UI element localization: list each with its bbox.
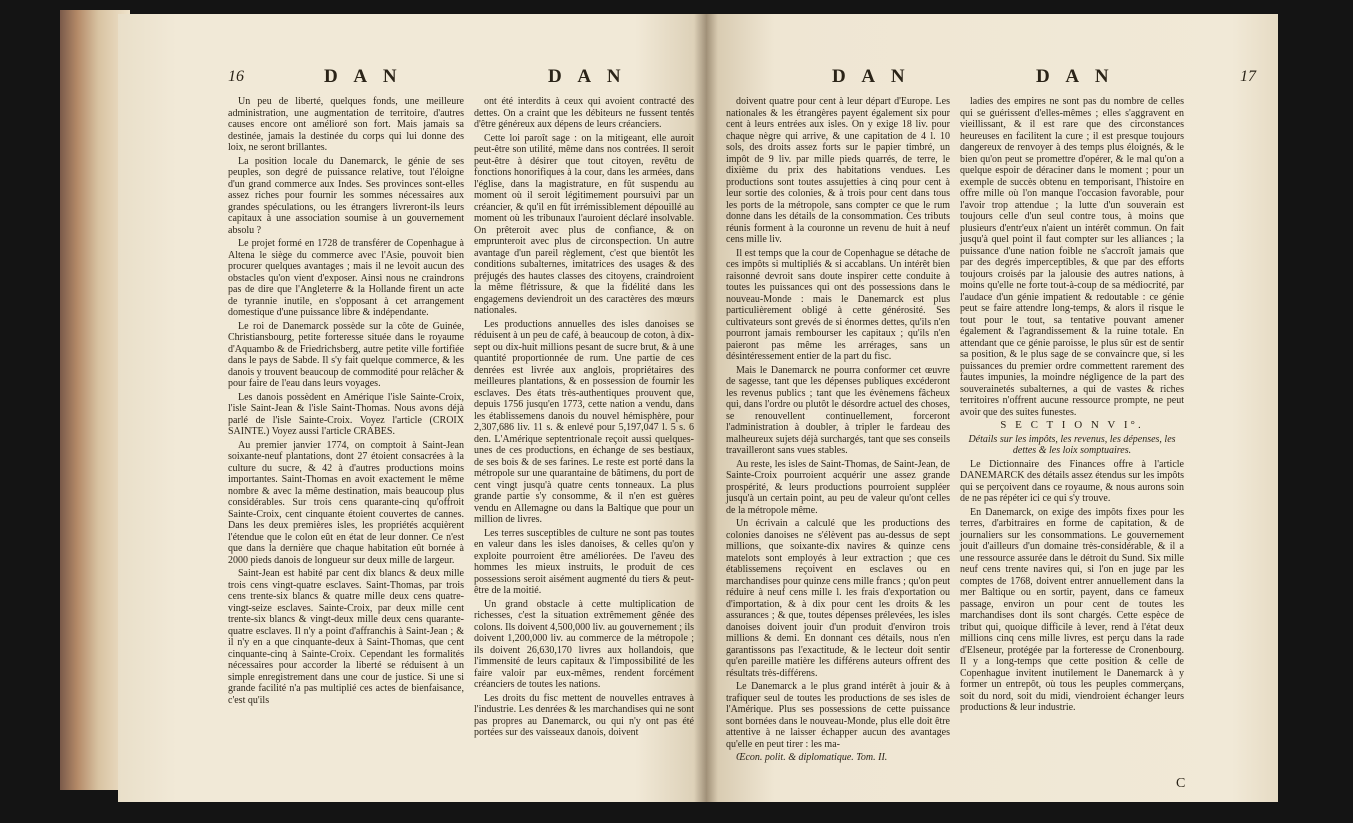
section-subtitle: Détails sur les impôts, les revenus, les dépenses, les dettes & les loix somptuaires. xyxy=(968,433,1176,456)
paragraph: Un grand obstacle à cette multiplication de richesses, c'est la situation extrêmement gênée des colons. Ils doivent 4,500,000 liv. au gouvernement ; ils doivent 1,200,000 liv. au commerce de la métropole ; ils doivent 26,630,170 livres aux hollandois, que l'immensité de leurs capitaux & l'impossibilité de les faire valoir par eux-mêmes, rendent forcément créanciers de toutes les nations. xyxy=(474,598,694,690)
paragraph: Au premier janvier 1774, on comptoit à Saint-Jean soixante-neuf plantations, dont 27 étoient consacrées à la culture du sucre, & 42 à d'autres productions moins importantes. Saint-Thomas en avoit exactement le même nombre & avec la même destination, mais beaucoup plus considérables. Sur trois cens quarante-cinq qu'offroit Sainte-Croix, cent cinquante étoient couvertes de cannes. Dans les deux premières isles, les propriétés acquièrent l'étendue que le colon eût en état de leur donner. Ce n'est que dans la dernière que chaque habitation eût bornée à 2000 pieds danois de longueur sur deux mille de largeur. xyxy=(228,439,464,566)
paragraph: Au reste, les isles de Saint-Thomas, de Saint-Jean, de Sainte-Croix pourroient acquérir une assez grande prospérité, & leurs productions pourroient suppléer jusqu'à un certain point, au peu de valeur qu'ont celles de la métropole même. xyxy=(726,458,950,516)
running-head-left: D A N xyxy=(324,66,403,87)
running-head-right: D A N xyxy=(548,66,627,87)
section-title: S E C T I O N V I°. xyxy=(1000,419,1144,431)
paragraph: Les droits du fisc mettent de nouvelles entraves à l'industrie. Les denrées & les marchandises qui ne sont pas propres au Danemarck, ou qui n'y ont pas été portées sur des vaisseaux danois, doivent xyxy=(474,692,694,738)
paragraph: Un peu de liberté, quelques fonds, une meilleure administration, une augmentation de territoire, d'autres causes encore ont amélioré son fort. Mais jamais sa destinée, jamais la destinée du corps qui lui donne des loix, ne seront brillantes. xyxy=(228,96,464,153)
book-gutter xyxy=(694,14,718,802)
footer-title: Œcon. polit. & diplomatique. Tom. II. xyxy=(736,752,888,763)
text-column-right xyxy=(960,96,1184,716)
paragraph: Les productions annuelles des isles danoises se réduisent à un peu de café, à beaucoup de coton, à dix-sept ou dix-huit millions pesant de sucre brut, & à une quantité proportionnée de rum. Une partie de ces denrées est livrée aux anglois, propriétaires des meilleures plantations, & en possession de fournir les esclaves. Des états très-authentiques prouvent que, depuis 1756 jusqu'en 1773, cette nation a vendu, dans les établissemens danois du nouvel hémisphère, pour 2,307,686 liv. 11 s. & enlevé pour 5,197,047 l. 5 s. 6 den. L'Amérique septentrionale reçoit aussi quelques-unes de ces productions, en échange de ses bestiaux, de ses bois & de ses farines. Le reste est porté dans la métropole sur une quarantaine de bâtimens, du port de cent vingt jusqu'à quatre cents tonneaux. La plus grande partie s'y consomme, & il n'en est guères vendu en Allemagne ou dans la Baltique que pour un million de livres. xyxy=(474,318,694,525)
signature-mark: C xyxy=(1176,776,1186,791)
right-page xyxy=(706,14,1278,802)
paragraph: ont été interdits à ceux qui avoient contracté des dettes. On a craint que les débiteurs ne fussent tentés d'être généreux aux dépens de leurs créanciers. xyxy=(474,96,694,130)
paragraph: Les danois possèdent en Amérique l'isle Sainte-Croix, l'isle Saint-Jean & l'isle Saint-Thomas. Nous avons déjà parlé de l'isle Sainte-Croix. Voyez l'article (CROIX SAINTE.) Voyez aussi l'article CRABES. xyxy=(228,391,464,437)
paragraph: Cette loi paroît sage : on la mitigeant, elle auroit peut-être son utilité, même dans nos contrées. Il seroit peut-être à désirer que tout citoyen, revêtu de fonctions honorifiques à la cour, dans les armées, dans l'église, dans la magistrature, en fût suspendu au moment où il seroit légitimement poursuivi par un créancier, & qu'il en fût irrémissiblement dépouillé au moment où les tribunaux l'auroient déclaré insolvable. On prêteroit avec plus de confiance, & on emprunteroit avec plus de circonspection. Un autre avantage d'un pareil règlement, c'est que bientôt les conditions subalternes, imitatrices des usages & des préjugés des hautes classes des citoyens, craindroient la même flétrissure, & que la fidélité dans les engagemens deviendroit un des caractères des mœurs nationales. xyxy=(474,132,694,316)
paragraph: Le roi de Danemarck possède sur la côte de Guinée, Christiansbourg, petite forteresse située dans le royaume d'Aquambo & de Friedrichsberg, autre petite ville fortifiée dans le pays de Sabde. Il s'y fait quelque commerce, & les danois y trouvent beaucoup de commodité pour relâcher & pour faire de l'eau dans leurs voyages. xyxy=(228,320,464,389)
page-number: 16 xyxy=(228,68,244,85)
left-page xyxy=(118,14,706,802)
running-head-left: D A N xyxy=(832,66,911,87)
paragraph: Les terres susceptibles de culture ne sont pas toutes en valeur dans les isles danoises, & celles qu'on y exploite pourroient être améliorées. De l'aveu des hommes les mieux instruits, le produit de ces possessions seroit aisément augmenté du tiers & peut-être de la moitié. xyxy=(474,527,694,596)
paragraph: Mais le Danemarck ne pourra conformer cet œuvre de sagesse, tant que les dépenses publiques excéderont les revenus publics ; tant que les évènemens fâcheux qui, dans l'ordre ou plutôt le désordre actuel des choses, se renouvellent continuellement, forceront l'administration à doubler, à tripler le fardeau des malheureux sujets déjà surchargés, tant que ses conseils travailleront sans vues stables. xyxy=(726,364,950,456)
paragraph: Le Dictionnaire des Finances offre à l'article DANEMARCK des détails assez étendus sur les impôts qui se perçoivent dans ce royaume, & nous aurons soin de ne pas répéter ici ce qui s'y trouve. xyxy=(960,458,1184,504)
page-number: 17 xyxy=(1240,68,1256,85)
text-column-left xyxy=(228,96,464,708)
paragraph: Saint-Jean est habité par cent dix blancs & deux mille trois cens vingt-quatre esclaves. Saint-Thomas, par trois cens trente-six blancs & quatre mille deux cens quatre-vingt-seize esclaves. Sainte-Croix, par deux mille cent trente-six blancs & vingt-deux mille deux cens quarante-quatre esclaves. Il n'y a point d'affranchis à Saint-Jean ; & il n'y en a que cinquante-deux à Saint-Thomas, que cent cinquante-cinq à Sainte-Croix. Cependant les formalités nécessaires pour accorder la liberté se réduisent à un simple enregistrement dans une cour de justice. Si une si grande facilité n'a pas multiplié ces actes de bienfaisance, c'est qu'ils xyxy=(228,568,464,706)
paragraph: ladies des empires ne sont pas du nombre de celles qui se guérissent d'elles-mêmes ; elles s'aggravent en vieillissant, & il est rare que des circonstances heureuses en facilitent la cure ; il est presque toujours dangereux de renvoyer à des temps plus éloignés, & le bien qu'on peut se promettre d'opérer, & le mal qu'on a quelque espoir de déraciner dans le moment ; pour un exemple de succès obtenu en temporisant, l'histoire en offre mille où l'on manque l'occasion favorable, pour l'avoir trop attendue ; la lutte d'un souverain est toujours celle d'un seul contre tous, à moins que plusieurs d'entr'eux n'aient un intérêt commun. On fait jusqu'à quel point il faut compter sur les alliances ; la puissance d'une nation foible ne s'accroît jamais que par des degrés imperceptibles, & que par des efforts toujours croisés par la jalousie des autres nations, à moins qu'elle ne forte tout-à-coup de sa médiocrité, par l'audace d'un génie impatient & redoutable : ce génie peut se faire attendre long-temps, & alors il risque le tout pour le tout, sa tentative pouvant amener également & l'agrandissement & la ruine totale. En attendant que ce génie paroisse, le plus sûr est de sentir sa position, & le plus sage de se convaincre que, si les puissances du premier ordre commettent rarement des fautes impunies, la moindre négligence de la part des souverainetés subalternes, a qui de vastes & riches territoires n'offrent aucune ressource prompte, ne peut avoir que des suites funestes. xyxy=(960,96,1184,418)
paragraph: Le projet formé en 1728 de transférer de Copenhague à Altena le siège du commerce avec l'Asie, pouvoit bien procurer quelques avantages ; mais il ne levoit aucun des obstacles qu'on vient d'exposer. Ainsi nous ne craindrons pas de dire que l'Angleterre & la Hollande firent un acte de tyrannie inutile, en s'opposant à cet arrangement domestique d'une puissance libre & indépendante. xyxy=(228,238,464,318)
paragraph: La position locale du Danemarck, le génie de ses peuples, son degré de puissance relative, tout l'éloigne d'un grand commerce aux Indes. Ses provinces sont-elles assez riches pour fournir les sommes nécessaires aux grandes spéculations, ou les étrangers livreront-ils leurs capitaux à une association soumise à un gouvernement absolu ? xyxy=(228,155,464,236)
running-head-right: D A N xyxy=(1036,66,1115,87)
paragraph: En Danemarck, on exige des impôts fixes pour les terres, d'arbitraires en forme de capitation, & de journaliers sur les consommations. Le gouvernement jouit d'ailleurs d'un domaine très-considérable, & il a une ressource assurée dans le détroit du Sund. Six mille neuf cens trente navires qui, si l'on en juge par les comptes de 1768, doivent entrer annuellement dans la mer Baltique ou en sortir, payent, dans ce fameux passage, environ un pour cent de toutes les marchandises dont ils sont chargés. Cette espèce de tribut qui, quoique difficile à lever, rend à l'état deux millions cinq cens mille livres, est perçu dans la rade d'Elseneur, protégée par la forteresse de Cronenbourg. Il y a long-temps que cette position & celle de Copenhague invitent inutilement le Danemarck à y former un entrepôt, où tous les peuples commerçans, soit du nord, soit du midi, viendroient échanger leurs productions & leur industrie. xyxy=(960,506,1184,713)
text-column-right xyxy=(474,96,694,741)
paragraph: Il est temps que la cour de Copenhague se détache de ces impôts si multipliés & si accablans. Un intérêt bien raisonné devroit sans doute inspirer cette conduite à toutes les puissances qui ont des possessions dans le nouveau-Monde : mais le Danemarck est plus particulièrement obligé à cette générosité. Ses cultivateurs sont grevés de si énormes dettes, qu'ils n'en pourront jamais rembourser les capitaux ; qu'ils n'en paieront pas même les arrérages, sans un désintéressement entier de la part du fisc. xyxy=(726,247,950,362)
text-column-left xyxy=(726,96,950,766)
paragraph: Le Danemarck a le plus grand intérêt à jouir & à trafiquer seul de toutes les productions de ses isles de l'Amérique. Plus ses possessions de cette puissance sont bornées dans le nouveau-Monde, plus elle doit être attentive à ne laisser échapper aucun des avantages qu'elle en peut tirer : les ma- xyxy=(726,681,950,750)
paragraph: doivent quatre pour cent à leur départ d'Europe. Les nationales & les étrangères payent également six pour cent à leurs entrées aux isles. On y exige 18 liv. pour chaque nègre qui arrive, & une capitation de 4 l. 10 sols, des droits assez forts sur le papier timbré, un impôt de 9 liv. par mille pieds quarrés, de terre, le dixième du prix des habitations vendues. Les productions sont toutes assujetties à cinq pour cent à leur sortie des colonies, & à trois pour cent dans tous les ports de la métropole, sans compter ce que le rum donne dans les détails de la consommation. Ces tributs réunis forment à la couronne un revenu de huit à neuf cens mille liv. xyxy=(726,96,950,245)
paragraph: Un écrivain a calculé que les productions des colonies danoises ne s'élèvent pas au-dessus de sept millions, que soixante-dix navires & quinze cens matelots sont employés à leur extraction ; que ces établissemens reçoivent en esclaves ou en marchandises pour quinze cens mille francs ; qu'on peut réduire à neuf cens mille l. les frais d'exportation ou d'importation, & à dix pour cent les droits & les assurances ; & que, toutes dépenses prélevées, les isles danoises doivent jouir d'un produit d'environ trois millions & demi. En donnant ces détails, nous n'en garantissons pas l'exactitude, & le lecteur doit sentir qu'en pareille matière les différens auteurs offrent des résultats très-différens. xyxy=(726,518,950,679)
